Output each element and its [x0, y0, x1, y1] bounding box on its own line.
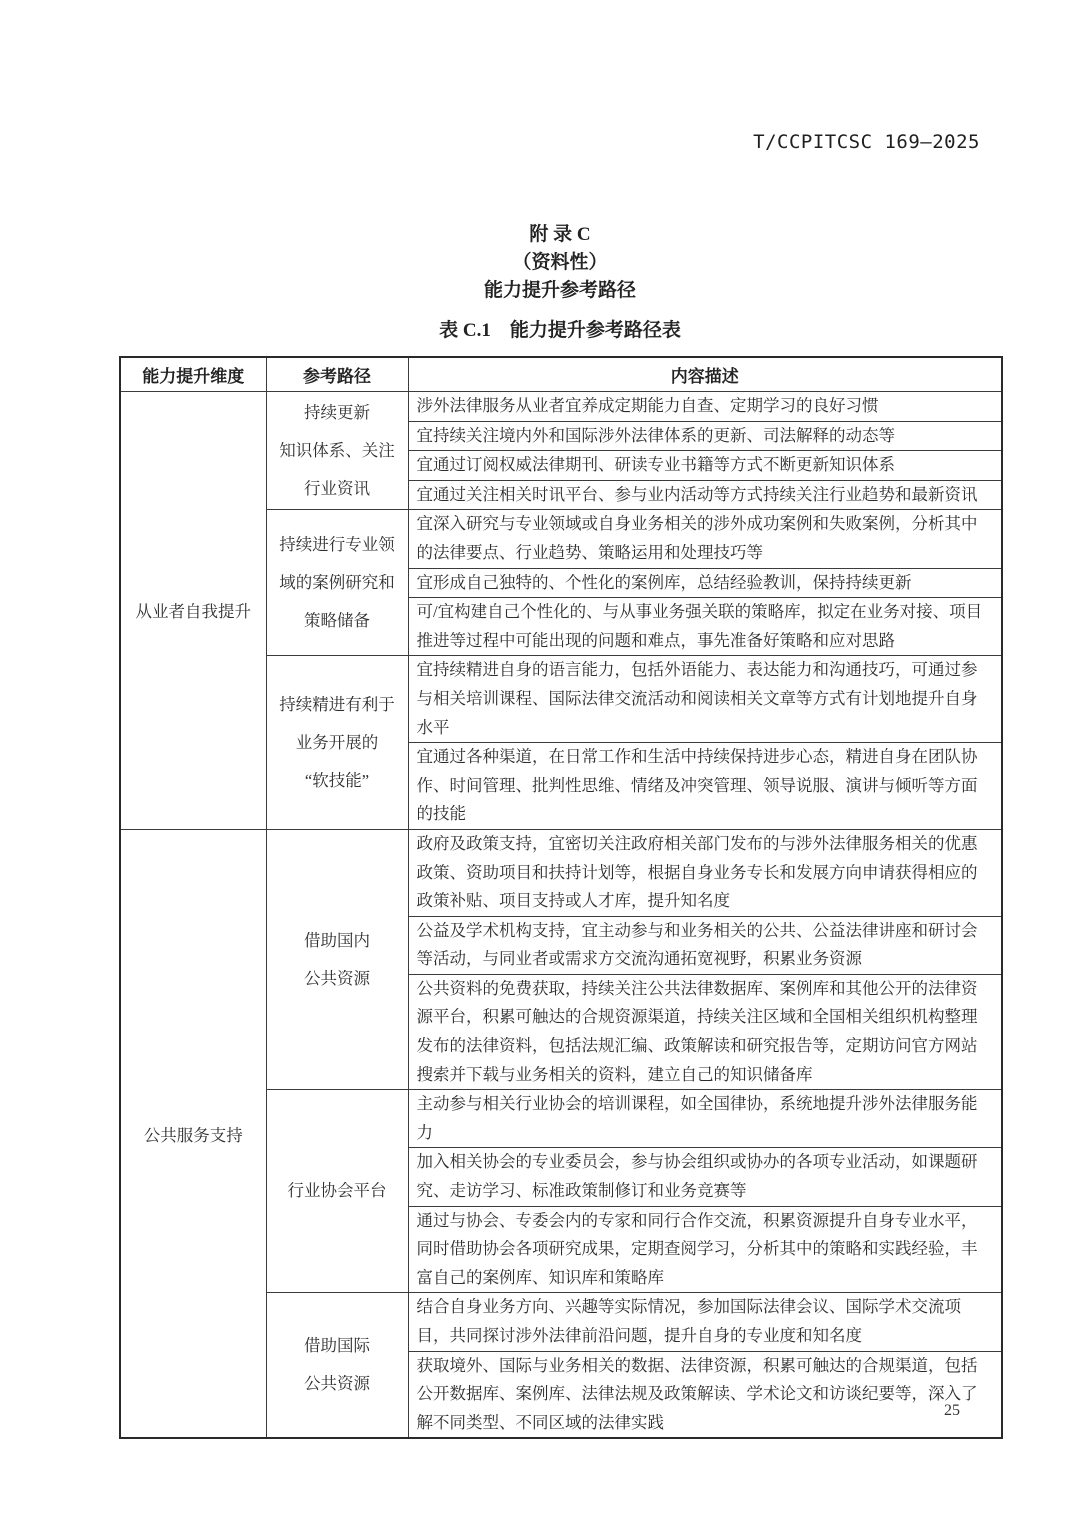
path-line: 持续进行专业领 — [279, 534, 395, 554]
path-cell — [266, 510, 408, 656]
path-cell — [266, 392, 408, 510]
description-cell: 结合自身业务方向、兴趣等实际情况，参加国际法律会议、国际学术交流项目，共同探讨涉外法律前沿问题，提升自身的专业度和知名度 — [408, 1293, 1002, 1351]
description-cell: 宜通过关注相关时讯平台、参与业内活动等方式持续关注行业趋势和最新资讯 — [408, 480, 1002, 510]
capability-table — [119, 356, 1003, 1439]
path-line: 持续更新 — [304, 402, 370, 422]
column-header-description: 内容描述 — [408, 357, 1002, 392]
column-header-dimension: 能力提升维度 — [120, 357, 266, 392]
table-caption: 表 C.1 能力提升参考路径表 — [439, 320, 681, 341]
table-row — [120, 392, 1002, 422]
appendix-heading — [119, 221, 1001, 305]
description-cell: 获取境外、国际与业务相关的数据、法律资源，积累可触达的合规渠道，包括公开数据库、案例库、法律法规及政策解读、学术论文和访谈纪要等，深入了解不同类型、不同区域的法律实践 — [408, 1351, 1002, 1438]
doc-number: T/CCPITCSC 169—2025 — [753, 131, 980, 153]
path-line: 公共资源 — [304, 1374, 370, 1394]
path-line: 公共资源 — [304, 968, 370, 988]
description-cell: 公益及学术机构支持，宜主动参与和业务相关的公共、公益法律讲座和研讨会等活动，与同业者或需求方交流沟通拓宽视野，积累业务资源 — [408, 916, 1002, 974]
description-cell: 宜通过各种渠道，在日常工作和生活中持续保持进步心态，精进自身在团队协作、时间管理、批判性思维、情绪及冲突管理、领导说服、演讲与倾听等方面的技能 — [408, 743, 1002, 830]
path-line: “软技能” — [304, 770, 370, 790]
description-cell: 涉外法律服务从业者宜养成定期能力自查、定期学习的良好习惯 — [408, 392, 1002, 422]
description-cell: 可/宜构建自己个性化的、与从事业务强关联的策略库，拟定在业务对接、项目推进等过程中可能出现的问题和难点，事先准备好策略和应对思路 — [408, 598, 1002, 656]
path-line: 策略储备 — [304, 610, 370, 630]
dimension-cell: 公共服务支持 — [120, 829, 266, 1438]
path-line: 持续精进有利于 — [279, 694, 395, 714]
path-line: 借助国内 — [304, 930, 370, 950]
description-cell: 通过与协会、专委会内的专家和同行合作交流，积累资源提升自身专业水平，同时借助协会各项研究成果，定期查阅学习，分析其中的策略和实践经验，丰富自己的案例库、知识库和策略库 — [408, 1206, 1002, 1293]
description-cell: 公共资料的免费获取，持续关注公共法律数据库、案例库和其他公开的法律资源平台，积累可触达的合规资源渠道，持续关注区域和全国相关组织机构整理发布的法律资料，包括法规汇编、政策解读和研究报告等，定期访问官方网站搜索并下载与业务相关的资料，建立自己的知识储备库 — [408, 974, 1002, 1089]
table-header-row — [120, 357, 1002, 392]
table-row — [120, 829, 1002, 916]
path-line: 行业协会平台 — [287, 1181, 387, 1201]
column-header-path: 参考路径 — [266, 357, 408, 392]
dimension-cell: 从业者自我提升 — [120, 392, 266, 830]
description-cell: 宜持续关注境内外和国际涉外法律体系的更新、司法解释的动态等 — [408, 421, 1002, 451]
appendix-title: 附 录 C — [529, 224, 591, 245]
path-line: 域的案例研究和 — [279, 572, 395, 592]
description-cell: 主动参与相关行业协会的培训课程，如全国律协，系统地提升涉外法律服务能力 — [408, 1090, 1002, 1148]
description-cell: 宜持续精进自身的语言能力，包括外语能力、表达能力和沟通技巧，可通过参与相关培训课程、国际法律交流活动和阅读相关文章等方式有计划地提升自身水平 — [408, 656, 1002, 743]
page-number: 25 — [944, 1402, 960, 1419]
path-line: 行业资讯 — [304, 478, 370, 498]
path-line: 业务开展的 — [295, 732, 379, 752]
description-cell: 宜深入研究与专业领域或自身业务相关的涉外成功案例和失败案例，分析其中的法律要点、行业趋势、策略运用和处理技巧等 — [408, 510, 1002, 568]
description-cell: 宜通过订阅权威法律期刊、研读专业书籍等方式不断更新知识体系 — [408, 451, 1002, 481]
path-cell — [266, 829, 408, 1089]
appendix-subject: 能力提升参考路径 — [483, 280, 636, 301]
path-line: 知识体系、关注 — [279, 440, 395, 460]
description-cell: 宜形成自己独特的、个性化的案例库，总结经验教训，保持持续更新 — [408, 568, 1002, 598]
description-cell: 政府及政策支持，宜密切关注政府相关部门发布的与涉外法律服务相关的优惠政策、资助项目和扶持计划等，根据自身业务专长和发展方向申请获得相应的政策补贴、项目支持或人才库，提升知名度 — [408, 829, 1002, 916]
path-line: 借助国际 — [304, 1336, 370, 1356]
path-cell — [266, 656, 408, 830]
description-cell: 加入相关协会的专业委员会，参与协会组织或协办的各项专业活动，如课题研究、走访学习、标准政策制修订和业务竞赛等 — [408, 1148, 1002, 1206]
path-cell — [266, 1293, 408, 1438]
path-cell — [266, 1090, 408, 1293]
appendix-note: （资料性） — [512, 252, 608, 273]
